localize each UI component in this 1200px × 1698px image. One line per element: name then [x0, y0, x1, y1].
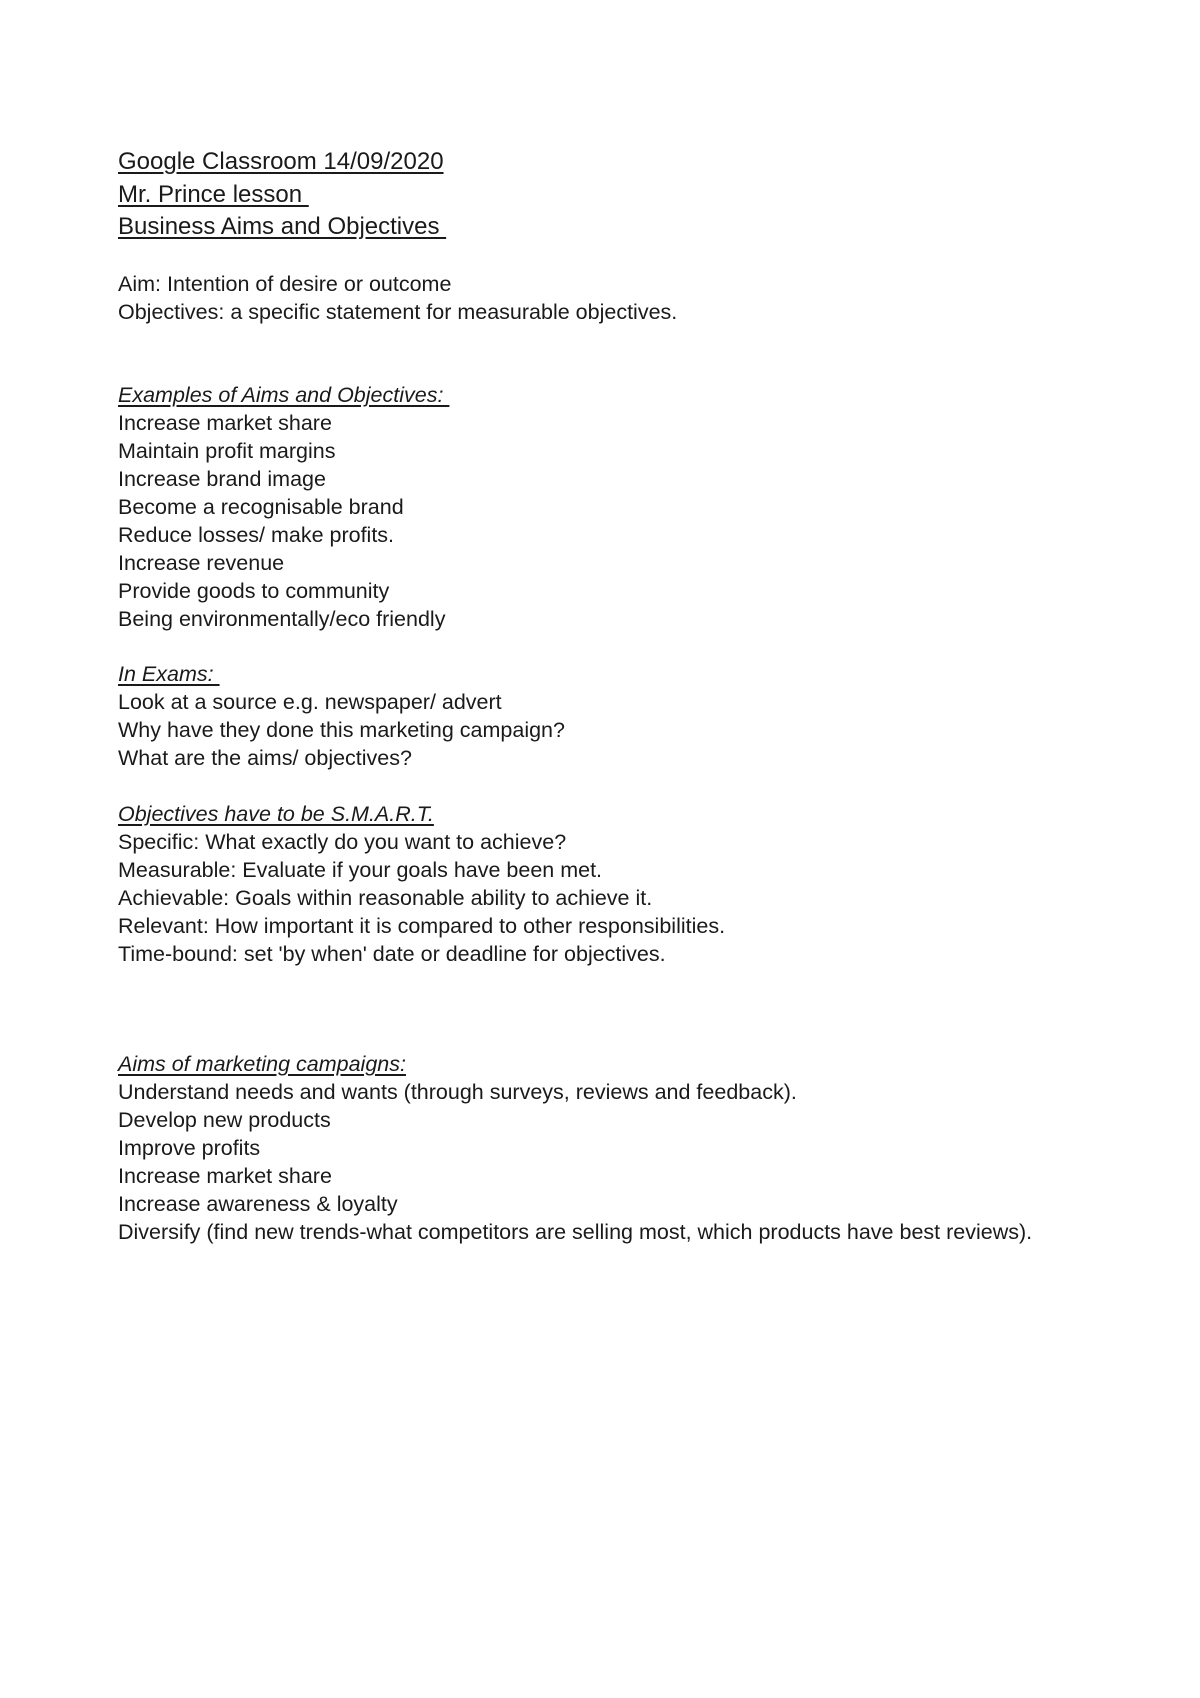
list-item: Develop new products: [118, 1108, 331, 1132]
list-item: Being environmentally/eco friendly: [118, 607, 446, 631]
list-item: Why have they done this marketing campaign?: [118, 718, 565, 742]
list-item: Reduce losses/ make profits.: [118, 523, 395, 547]
list-item: Diversify (find new trends-what competitors are selling most, which products have best reviews).: [118, 1220, 1033, 1244]
list-item: Increase market share: [118, 1164, 332, 1188]
smart-title: Objectives have to be S.M.A.R.T.: [118, 802, 434, 826]
exams-section: [118, 660, 565, 772]
list-item: Provide goods to community: [118, 579, 390, 603]
list-item: Look at a source e.g. newspaper/ advert: [118, 690, 502, 714]
examples-title: Examples of Aims and Objectives:: [118, 383, 450, 407]
document-heading: [118, 146, 446, 244]
list-item: Maintain profit margins: [118, 439, 336, 463]
list-item: Become a recognisable brand: [118, 495, 404, 519]
list-item: Increase awareness & loyalty: [118, 1192, 398, 1216]
list-item: Increase revenue: [118, 551, 285, 575]
marketing-section: [118, 1050, 1062, 1246]
definition-objectives: Objectives: a specific statement for measurable objectives.: [118, 300, 678, 324]
list-item: What are the aims/ objectives?: [118, 746, 412, 770]
list-item: Improve profits: [118, 1136, 261, 1160]
list-item: Increase market share: [118, 411, 332, 435]
heading-date-line: Google Classroom 14/09/2020: [118, 148, 444, 175]
smart-section: [118, 800, 725, 968]
definition-aim: Aim: Intention of desire or outcome: [118, 272, 452, 296]
list-item: Time-bound: set 'by when' date or deadline for objectives.: [118, 942, 666, 966]
list-item: Specific: What exactly do you want to achieve?: [118, 830, 567, 854]
heading-topic-line: Business Aims and Objectives: [118, 213, 447, 240]
exams-title: In Exams:: [118, 662, 220, 686]
list-item: Measurable: Evaluate if your goals have been met.: [118, 858, 603, 882]
examples-section: [118, 381, 449, 633]
list-item: Understand needs and wants (through surveys, reviews and feedback).: [118, 1080, 797, 1104]
list-item: Increase brand image: [118, 467, 326, 491]
list-item: Relevant: How important it is compared to other responsibilities.: [118, 914, 726, 938]
heading-teacher-line: Mr. Prince lesson: [118, 180, 309, 208]
marketing-title: Aims of marketing campaigns:: [118, 1052, 406, 1076]
list-item: Achievable: Goals within reasonable ability to achieve it.: [118, 886, 653, 910]
definitions-section: [118, 270, 677, 326]
